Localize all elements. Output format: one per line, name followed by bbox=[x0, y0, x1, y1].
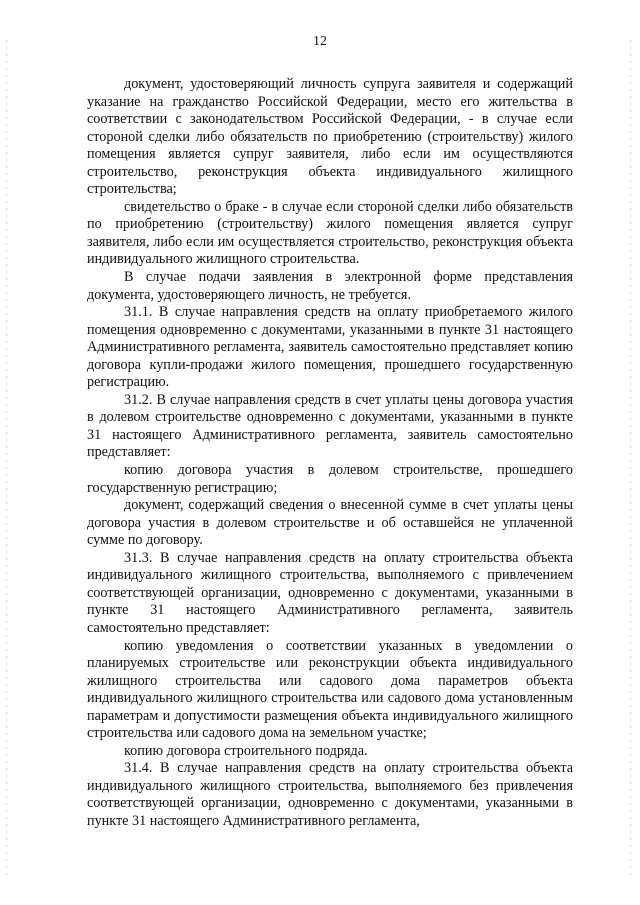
paragraph: 31.2. В случае направления средств в счет уплаты цены договора участия в долевом строительстве одновременно с документами, указанными в пункте 31 настоящего Административного регламента, заявитель самостоятельно представляет: bbox=[87, 391, 573, 461]
paragraph: 31.4. В случае направления средств на оплату строительства объекта индивидуального жилищного строительства, выполняемого без привлечения соответствующей организации, одновременно с документами, указанными в пункте 31 настоящего Административного регламента, bbox=[87, 760, 573, 829]
paragraph: копию уведомления о соответствии указанных в уведомлении о планируемых строительстве или реконструкции объекта индивидуального жилищного строительства или садового дома параметров объекта индивидуального жилищного строительства или садового дома установленным параметрам и допустимости размещения объекта индивидуального жилищного строительства или садового дома на земельном участке; bbox=[87, 637, 573, 742]
scan-edge-right bbox=[630, 40, 631, 880]
paragraph: документ, содержащий сведения о внесенной сумме в счет уплаты цены договора участия в долевом строительстве и об оставшейся не уплаченной сумме по договору. bbox=[87, 497, 573, 549]
paragraph: копию договора участия в долевом строительстве, прошедшего государственную регистрацию; bbox=[87, 462, 573, 496]
paragraph: свидетельство о браке - в случае если стороной сделки либо обязательств по приобретению (строительству) жилого помещения является супруг заявителя, либо если им осуществляется строительство, реконструкция объекта индивидуального жилищного строительства. bbox=[87, 198, 573, 268]
paragraph: документ, удостоверяющий личность супруга заявителя и содержащий указание на гражданство Российской Федерации, место его жительства в соответствии с законодательством Российской Федерации, - в случае если стороной сделки либо обязательств по приобретению (строительству) жилого помещения является супруг заявителя, либо если им осуществляются строительство, реконструкция объекта индивидуального жилищного строительства; bbox=[87, 76, 573, 198]
paragraph: В случае подачи заявления в электронной форме представления документа, удостоверяющего личность, не требуется. bbox=[87, 269, 573, 303]
paragraph: 31.1. В случае направления средств на оплату приобретаемого жилого помещения одновременно с документами, указанными в пункте 31 настоящего Административного регламента, заявитель самостоятельно представляет копию договора купли-продажи жилого помещения, прошедшего государственную регистрацию. bbox=[87, 304, 573, 391]
document-body bbox=[87, 76, 573, 831]
page-number: 12 bbox=[313, 34, 327, 49]
scan-edge-left bbox=[6, 40, 7, 880]
paragraph: копию договора строительного подряда. bbox=[124, 742, 368, 759]
paragraph: 31.3. В случае направления средств на оплату строительства объекта индивидуального жилищного строительства, выполняемого с привлечением соответствующей организации, одновременно с документами, указанными в пункте 31 настоящего Административного регламента, заявитель самостоятельно представляет: bbox=[87, 549, 573, 636]
